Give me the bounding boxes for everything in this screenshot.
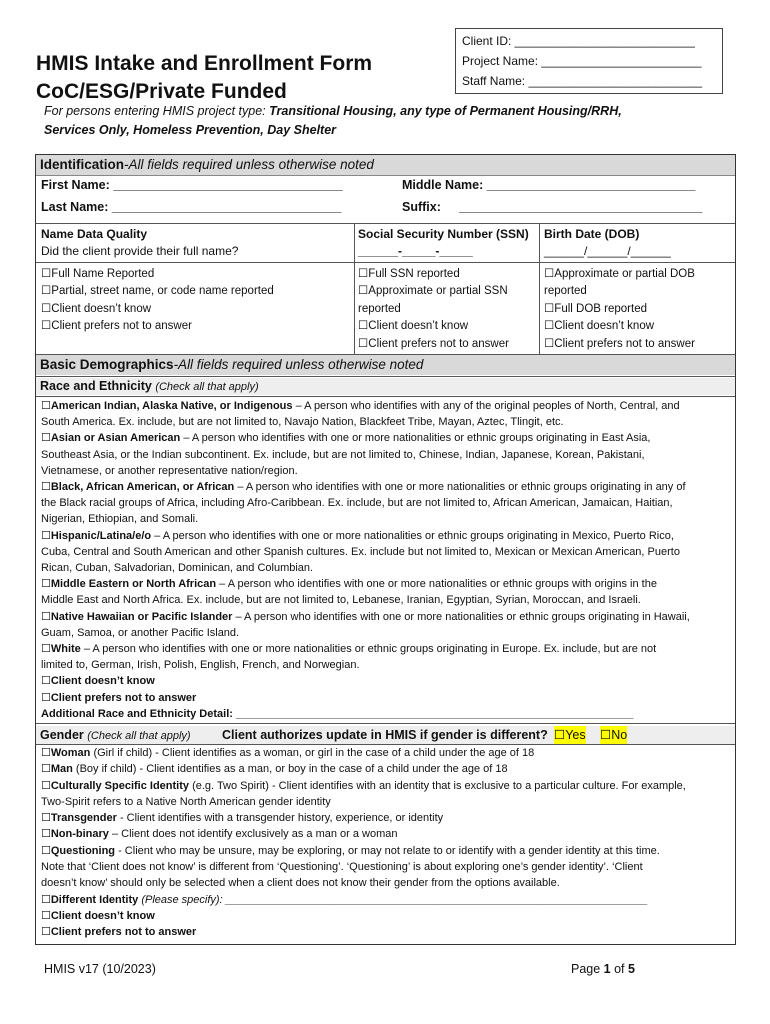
race-option-label: ☐Black, African American, or African: [41, 481, 235, 494]
gender-option-desc: (Girl if child) - Client identifies as a woman, or girl in the case of a child under the age of 18: [90, 747, 535, 759]
race-option-desc: – A person who identifies with one or more nationalities or ethnic groups originating in East Asia,: [180, 432, 651, 445]
race-option-desc-cont: limited to, German, Irish, Polish, English, French, and Norwegian.: [41, 659, 360, 672]
race-option-desc-cont: Rican, Cuban, Salvadorian, Dominican, and Columbian.: [41, 562, 314, 575]
race-option-pacific-islander[interactable]: [41, 609, 731, 625]
gender-update-question: Client authorizes update in HMIS if gender is different?: [222, 728, 548, 742]
dob-option[interactable]: ☐Approximate or partial DOB: [544, 268, 695, 280]
race-option-label: ☐Client prefers not to answer: [41, 691, 197, 704]
race-option-label: ☐Middle Eastern or North African: [41, 578, 217, 591]
gender-update-no[interactable]: ☐No: [600, 728, 628, 742]
race-option-desc: – A person who identifies with one or more nationalities or ethnic groups originating in Hawaii,: [232, 610, 690, 623]
page-total: 5: [628, 962, 635, 976]
divider: [539, 262, 735, 263]
name-quality-option[interactable]: ☐Client doesn’t know: [41, 303, 152, 315]
race-option-american-indian[interactable]: [41, 398, 731, 414]
ssn-option[interactable]: ☐Client prefers not to answer: [358, 338, 509, 350]
subtitle-bold-1: Transitional Housing, any type of Permanent Housing/RRH,: [269, 104, 622, 118]
race-option-desc-cont: Middle East and North Africa. Ex. include, but are not limited to, Lebanese, Iranian, Egyptian, Syrian, Moroccan, and Israeli.: [41, 594, 641, 607]
subtitle-prefix: For persons entering HMIS project type:: [44, 104, 270, 118]
dob-option[interactable]: ☐Client doesn’t know: [544, 320, 655, 332]
project-name-field[interactable]: Project Name: ________________________: [462, 54, 702, 68]
divider: [36, 376, 735, 377]
gender-option-refused[interactable]: [41, 924, 731, 940]
divider: [36, 175, 735, 176]
identification-title: Identification: [40, 157, 124, 172]
gender-option-questioning[interactable]: [41, 843, 731, 859]
ssn-option[interactable]: ☐Full SSN reported: [358, 268, 460, 280]
dob-option[interactable]: ☐Full DOB reported: [544, 303, 647, 315]
gender-option-desc: - Client who may be unsure, may be exploring, or may not relate to or identify with a gender identity at this time.: [115, 844, 660, 857]
gender-option-non-binary[interactable]: [41, 826, 731, 842]
page-current: 1: [603, 962, 611, 976]
ssn-option[interactable]: ☐Client doesn’t know: [358, 320, 469, 332]
gender-option-culturally-specific[interactable]: [41, 778, 731, 794]
identification-note: -All fields required unless otherwise noted: [124, 157, 374, 172]
demographics-note: -All fields required unless otherwise noted: [173, 357, 424, 372]
last-name-field[interactable]: Last Name: _________________________________: [41, 200, 342, 214]
divider: [36, 223, 735, 224]
race-option-desc: – A person who identifies with one or more nationalities or ethnic groups originating in any of: [234, 481, 686, 494]
demographics-header: [36, 355, 735, 375]
gender-option-desc-cont: Two-Spirit refers to a Native North American gender identity: [41, 795, 331, 808]
gender-option-man[interactable]: [41, 761, 731, 777]
race-option-desc-cont: Nigerian, Ethiopian, and Somali.: [41, 513, 199, 526]
race-option-desc-cont: Vietnamese, or another representative nation/region.: [41, 464, 298, 477]
title-line-1: HMIS Intake and Enrollment Form: [36, 52, 373, 75]
gender-option-label: ☐Client doesn’t know: [41, 909, 155, 922]
form-title: [36, 50, 372, 106]
gender-option-label: ☐Culturally Specific Identity: [41, 779, 190, 792]
race-option-black[interactable]: [41, 479, 731, 495]
name-quality-option[interactable]: ☐Partial, street name, or code name reported: [41, 285, 274, 297]
race-option-asian[interactable]: [41, 430, 731, 446]
dob-field[interactable]: ______/______/______: [544, 244, 671, 258]
race-option-desc: – A person who identifies with one or more nationalities or ethnic groups originating in Europe. Ex. include, but are not: [80, 643, 657, 656]
race-option-hispanic[interactable]: [41, 528, 731, 544]
gender-option-label: ☐Questioning: [41, 844, 116, 857]
divider: [539, 223, 540, 354]
page-number: [571, 962, 635, 976]
ssn-option-cont: reported: [358, 303, 401, 315]
race-header: [36, 378, 735, 395]
dob-option-cont: reported: [544, 285, 587, 297]
dob-option[interactable]: ☐Client prefers not to answer: [544, 338, 695, 350]
title-line-2: CoC/ESG/Private Funded: [36, 80, 287, 103]
gender-option-label: ☐Non-binary: [41, 828, 109, 841]
project-type-note: [44, 102, 744, 140]
gender-option-dont-know[interactable]: [41, 908, 731, 924]
race-option-desc-cont: Guam, Samoa, or another Pacific Island.: [41, 626, 240, 639]
race-option-desc-cont: South America. Ex. include, but are not limited to, Navajo Nation, Blackfeet Tribe, Mayan, Aztec, Tlingit, etc.: [41, 416, 564, 429]
ssn-option[interactable]: ☐Approximate or partial SSN: [358, 285, 508, 297]
client-id-field[interactable]: Client ID: ___________________________: [462, 34, 695, 48]
race-option-desc-cont: Southeast Asia, or the Indian subcontinent. Ex. include, but are not limited to, Chinese, Indian, Japanese, Korean, Pakistani,: [41, 448, 645, 461]
race-option-label: ☐White: [41, 643, 81, 656]
race-options: [41, 398, 731, 722]
name-quality-option[interactable]: ☐Client prefers not to answer: [41, 320, 192, 332]
gender-option-different[interactable]: [41, 892, 731, 908]
page-prefix: Page: [571, 962, 604, 976]
race-option-refused[interactable]: [41, 690, 731, 706]
gender-option-desc-cont: doesn’t know’ should only be selected when a client does not know their gender from the options available.: [41, 877, 560, 890]
form-version: HMIS v17 (10/2023): [44, 962, 156, 976]
suffix-field[interactable]: ___________________________________: [459, 200, 703, 214]
client-id-box: [455, 28, 723, 94]
gender-note: (Check all that apply): [87, 730, 191, 742]
subtitle-bold-2: Services Only, Homeless Prevention, Day Shelter: [44, 123, 337, 137]
race-detail-label: Additional Race and Ethnicity Detail: _________________________________________________________________: [41, 707, 634, 720]
page-of: of: [610, 962, 628, 976]
gender-option-desc: - Client identifies with a transgender history, experience, or identity: [116, 812, 444, 825]
gender-option-desc: – Client does not identify exclusively as a man or a woman: [108, 828, 398, 841]
race-note: (Check all that apply): [155, 381, 259, 393]
gender-option-label: ☐Man: [41, 763, 73, 776]
gender-option-transgender[interactable]: [41, 810, 731, 826]
gender-option-desc-cont: Note that ‘Client does not know’ is different from ‘Questioning’. ‘Questioning’ is about exploring one’s gender identity’. ‘Client: [41, 861, 643, 874]
gender-option-desc: (e.g. Two Spirit) - Client identifies with an identity that is exclusive to a particular culture. For example,: [189, 779, 686, 792]
race-option-desc-cont: the Black racial groups of Africa, including Afro-Caribbean. Ex. include, but are not limited to, African American, Jamaican, Haitian,: [41, 497, 673, 510]
gender-title: Gender: [40, 728, 88, 742]
race-option-label: ☐American Indian, Alaska Native, or Indigenous: [41, 400, 293, 412]
suffix-label: Suffix:: [402, 200, 441, 214]
name-quality-title: Name Data Quality: [41, 227, 148, 241]
divider: [36, 723, 735, 724]
middle-name-field[interactable]: Middle Name: ______________________________: [402, 178, 696, 192]
divider: [36, 396, 735, 397]
gender-option-desc: (Please specify): _____________________________________________________________________: [138, 893, 648, 906]
gender-option-desc: (Boy if child) - Client identifies as a man, or boy in the case of a child under the age of 18: [72, 763, 508, 776]
dob-title: Birth Date (DOB): [544, 227, 640, 241]
identification-header: [36, 155, 735, 175]
divider: [36, 262, 354, 263]
race-option-desc: – A person who identifies with one or more nationalities or ethnic groups with origins in the: [216, 578, 657, 591]
gender-option-woman[interactable]: [41, 745, 731, 761]
gender-options: [41, 745, 731, 941]
race-title: Race and Ethnicity: [40, 379, 156, 393]
race-detail-field[interactable]: [41, 706, 731, 722]
gender-option-label: ☐Woman: [41, 747, 91, 759]
race-option-label: ☐Hispanic/Latina/e/o: [41, 529, 152, 542]
divider: [354, 223, 355, 354]
ssn-field[interactable]: ______-_____-_____: [358, 244, 473, 258]
gender-option-label: ☐Client prefers not to answer: [41, 926, 197, 939]
race-option-desc: – A person who identifies with any of the original peoples of North, Central, and: [292, 400, 680, 412]
gender-update-yes[interactable]: ☐Yes: [554, 728, 586, 742]
gender-header: [36, 726, 735, 744]
name-quality-question: Did the client provide their full name?: [41, 244, 239, 258]
gender-option-label: ☐Transgender: [41, 812, 117, 825]
gender-option-label: ☐Different Identity: [41, 893, 139, 906]
demographics-title: Basic Demographics: [40, 357, 174, 372]
staff-name-field[interactable]: Staff Name: __________________________: [462, 74, 702, 88]
race-option-white[interactable]: [41, 641, 731, 657]
name-quality-option[interactable]: ☐Full Name Reported: [41, 268, 155, 280]
race-option-desc-cont: Cuba, Central and South American and other Spanish cultures. Ex. include but not limited to, Mexican or Mexican American, Puerto: [41, 545, 680, 558]
divider: [354, 262, 539, 263]
first-name-field[interactable]: First Name: _________________________________: [41, 178, 343, 192]
race-option-label: ☐Client doesn’t know: [41, 675, 155, 688]
intake-form: [35, 154, 736, 945]
ssn-title: Social Security Number (SSN): [358, 227, 529, 241]
race-option-dont-know[interactable]: [41, 673, 731, 689]
race-option-label: ☐Native Hawaiian or Pacific Islander: [41, 610, 233, 623]
race-option-desc: – A person who identifies with one or more nationalities or ethnic groups originating in Mexico, Puerto Rico,: [151, 529, 674, 542]
race-option-mena[interactable]: [41, 576, 731, 592]
race-option-label: ☐Asian or Asian American: [41, 432, 181, 445]
